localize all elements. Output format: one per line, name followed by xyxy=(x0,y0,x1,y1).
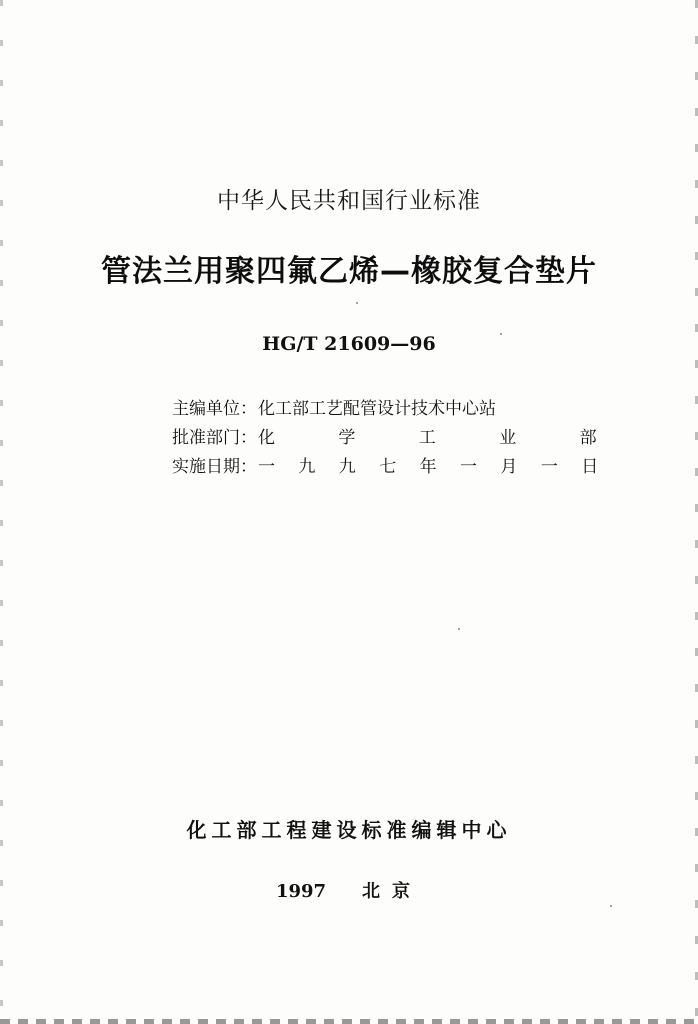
effective-date-value: 一 九 九 七 年 一 月 一 日 xyxy=(258,457,599,477)
publisher-name: 化工部工程建设标准编辑中心 xyxy=(186,818,512,842)
document-title: 管法兰用聚四氟乙烯—橡胶复合垫片 xyxy=(101,254,597,289)
scan-speck xyxy=(500,333,502,335)
scan-speck xyxy=(458,628,460,630)
editor-row xyxy=(172,394,496,419)
standard-type-heading: 中华人民共和国行业标准 xyxy=(217,188,481,214)
editor-value: 化工部工艺配管设计技术中心站 xyxy=(258,399,496,419)
effective-date-label: 实施日期： xyxy=(172,457,257,477)
scan-speck xyxy=(610,905,612,907)
publication-city: 北京 xyxy=(362,881,423,902)
publication-line xyxy=(0,877,698,903)
scan-speck xyxy=(356,302,358,304)
scan-edge-left xyxy=(0,0,3,1024)
approver-label: 批准部门： xyxy=(172,428,257,448)
publication-year: 1997 xyxy=(275,881,327,902)
approver-value: 化 学 工 业 部 xyxy=(258,428,597,448)
scan-edge-bottom xyxy=(0,1019,698,1024)
standard-code: HG/T 21609—96 xyxy=(262,333,436,355)
approver-row xyxy=(172,423,597,448)
effective-date-row xyxy=(172,452,598,477)
editor-label: 主编单位： xyxy=(172,399,257,419)
